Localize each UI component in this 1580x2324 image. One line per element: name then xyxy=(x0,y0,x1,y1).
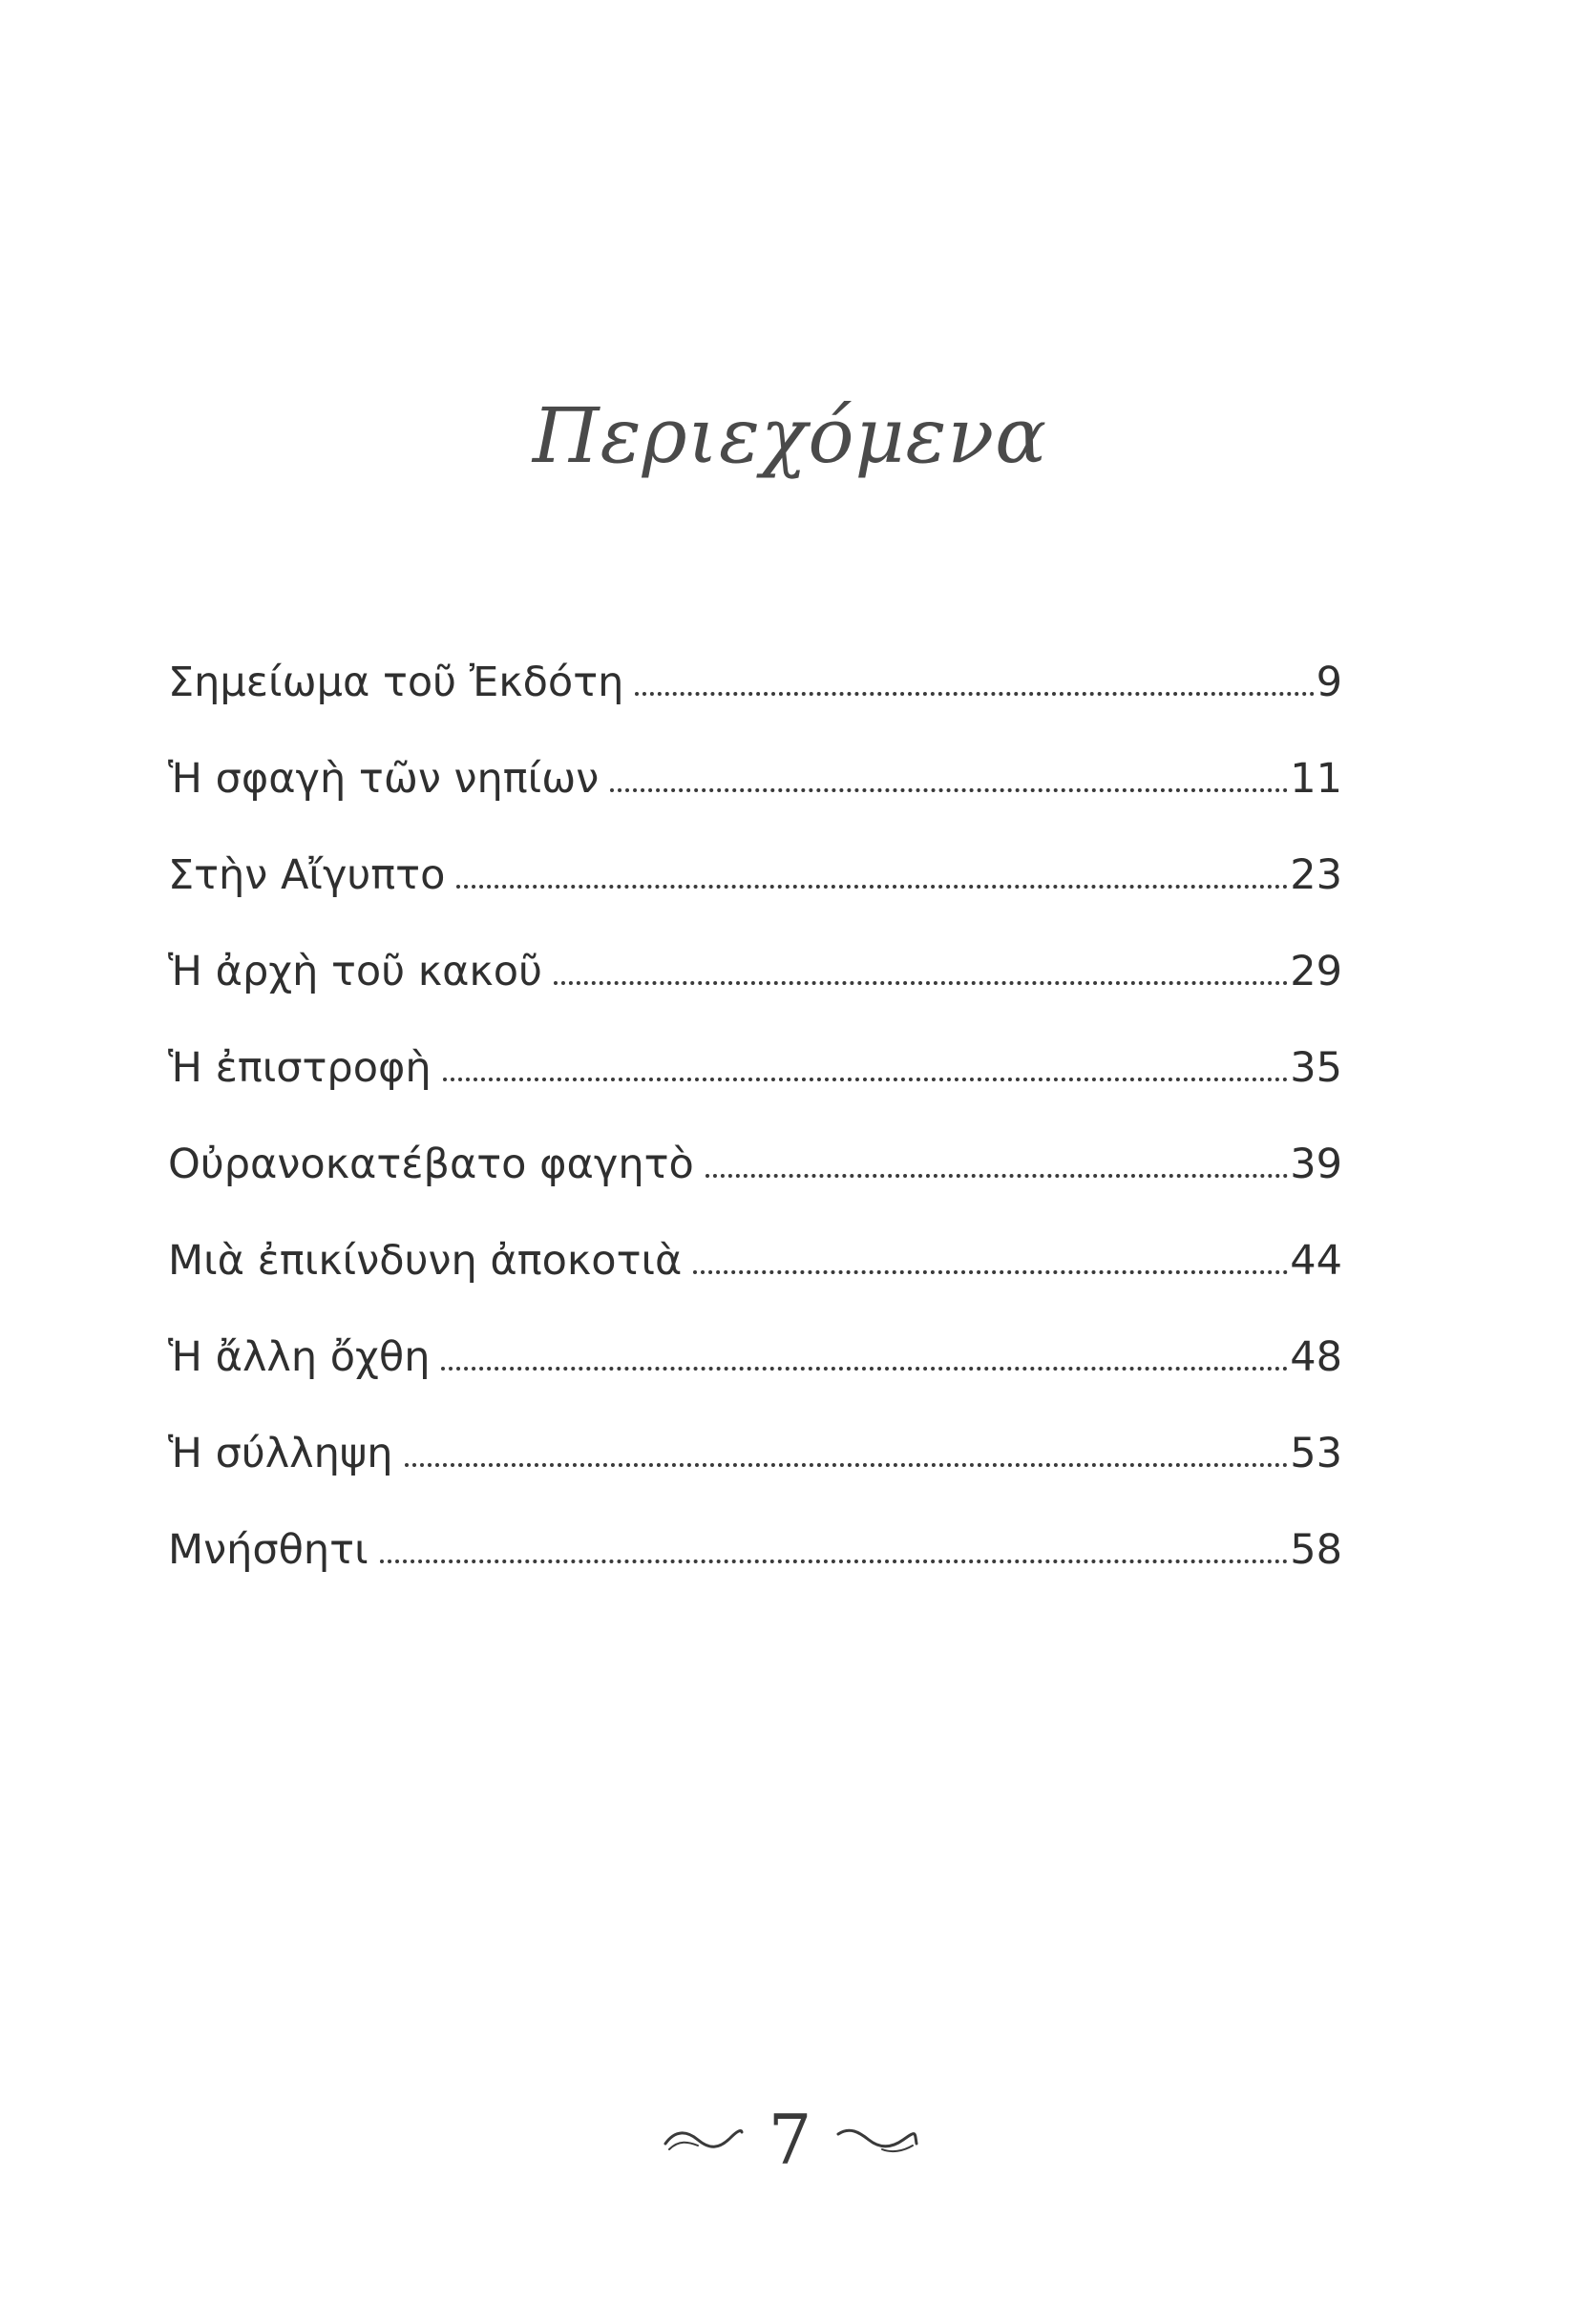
dot-leader xyxy=(635,691,1314,696)
dot-leader xyxy=(554,980,1288,985)
table-of-contents xyxy=(168,635,1342,1599)
toc-entry-title: Μνήσθητι xyxy=(168,1526,369,1574)
toc-entry-page: 11 xyxy=(1290,755,1342,803)
toc-entry-title: Μιὰ ἐπικίνδυνη ἀποκοτιὰ xyxy=(168,1237,683,1285)
toc-entry-page: 53 xyxy=(1290,1430,1342,1477)
page-number: 7 xyxy=(768,2100,812,2180)
toc-entry[interactable] xyxy=(168,924,1342,1020)
toc-entry[interactable] xyxy=(168,635,1342,731)
toc-entry[interactable] xyxy=(168,1406,1342,1502)
toc-entry-page: 29 xyxy=(1290,948,1342,995)
toc-entry-page: 58 xyxy=(1290,1526,1342,1574)
dot-leader xyxy=(380,1559,1289,1563)
toc-entry-title: Οὐρανοκατέβατο φαγητὸ xyxy=(168,1141,694,1188)
toc-entry-title: Ἡ σύλληψη xyxy=(168,1430,393,1477)
toc-entry-page: 9 xyxy=(1316,659,1342,706)
toc-entry-title: Ἡ ἐπιστροφὴ xyxy=(168,1044,432,1092)
toc-entry[interactable] xyxy=(168,731,1342,827)
dot-leader xyxy=(693,1269,1288,1274)
toc-entry[interactable] xyxy=(168,1213,1342,1309)
dot-leader xyxy=(706,1173,1289,1178)
toc-entry-page: 35 xyxy=(1290,1044,1342,1092)
dot-leader xyxy=(405,1462,1289,1467)
toc-entry[interactable] xyxy=(168,1117,1342,1213)
page-footer xyxy=(0,2100,1580,2180)
toc-entry-page: 39 xyxy=(1290,1141,1342,1188)
flourish-right-icon xyxy=(836,2121,918,2159)
flourish-left-icon xyxy=(662,2121,744,2159)
toc-entry[interactable] xyxy=(168,827,1342,924)
toc-entry[interactable] xyxy=(168,1502,1342,1599)
toc-entry-page: 44 xyxy=(1290,1237,1342,1285)
dot-leader xyxy=(443,1077,1289,1081)
toc-entry-page: 48 xyxy=(1290,1333,1342,1381)
dot-leader xyxy=(441,1366,1288,1371)
toc-entry[interactable] xyxy=(168,1309,1342,1406)
toc-entry-title: Σημείωμα τοῦ Ἐκδότη xyxy=(168,659,624,706)
toc-entry-title: Ἡ σφαγὴ τῶν νηπίων xyxy=(168,755,600,803)
toc-entry-title: Στὴν Αἴγυπτο xyxy=(168,851,446,899)
page-title: Περιεχόμενα xyxy=(532,391,1048,480)
dot-leader xyxy=(456,884,1288,889)
dot-leader xyxy=(610,787,1288,792)
toc-entry[interactable] xyxy=(168,1020,1342,1117)
toc-entry-title: Ἡ ἀρχὴ τοῦ κακοῦ xyxy=(168,948,542,995)
toc-entry-title: Ἡ ἄλλη ὄχθη xyxy=(168,1333,431,1381)
toc-entry-page: 23 xyxy=(1290,851,1342,899)
